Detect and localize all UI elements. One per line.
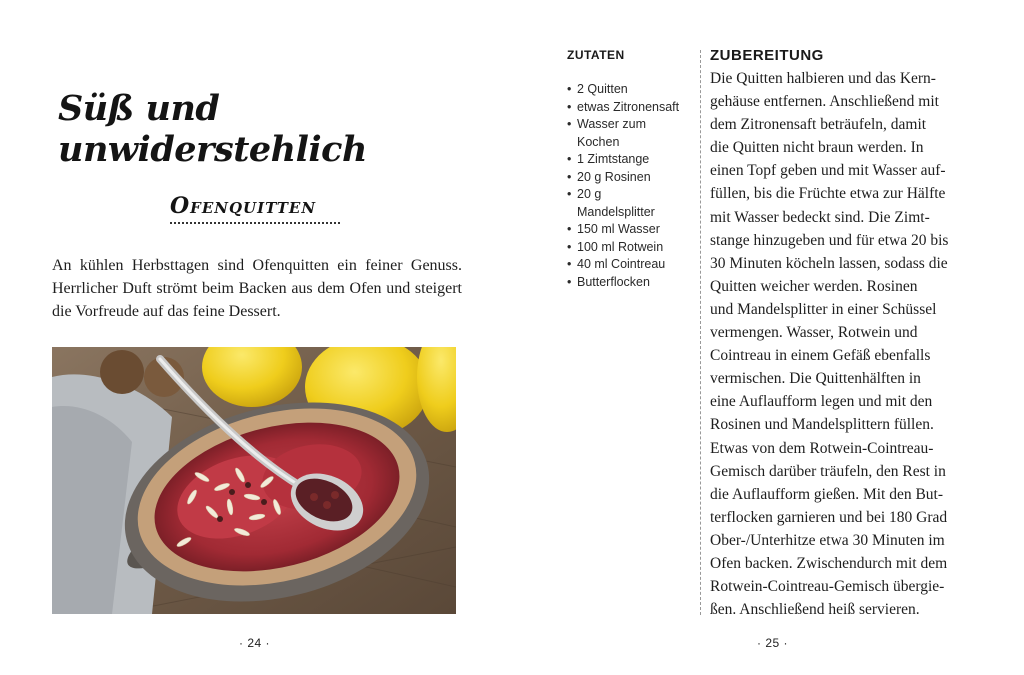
- preparation-line: Rotwein-Cointreau-Gemisch übergie-: [710, 578, 945, 596]
- ingredients-list: [567, 81, 682, 291]
- ingredient-item: • 100 ml Rotwein: [567, 239, 682, 257]
- preparation-line: einen Topf geben und mit Wasser auf-: [710, 162, 946, 180]
- preparation-line: Cointreau in einem Gefäß ebenfalls: [710, 347, 931, 365]
- ingredient-item: • 2 Quitten: [567, 81, 682, 99]
- preparation-line: vermengen. Wasser, Rotwein und: [710, 324, 918, 342]
- recipe-title-underline: [170, 222, 340, 224]
- page-number-right: · 25 ·: [757, 636, 789, 650]
- recipe-photo: [52, 347, 456, 614]
- preparation-line: Rosinen und Mandelsplittern füllen.: [710, 416, 934, 434]
- preparation-line: vermischen. Die Quittenhälften in: [710, 370, 921, 388]
- ingredient-item: • 20 g Mandelsplitter: [567, 186, 682, 221]
- ingredient-item: • 40 ml Cointreau: [567, 256, 682, 274]
- ingredient-item: • 20 g Rosinen: [567, 169, 682, 187]
- preparation-line: mit Wasser bedeckt sind. Die Zimt-: [710, 208, 930, 226]
- preparation-line: eine Auflaufform legen und mit den: [710, 393, 933, 411]
- preparation-line: stange hinzugeben und für etwa 20 bis: [710, 231, 949, 249]
- preparation-line: dem Zitronensaft beträufeln, damit: [710, 116, 927, 134]
- ingredient-item: • Wasser zum Kochen: [567, 116, 682, 151]
- preparation-line: und Mandelsplitter in einer Schüssel: [710, 300, 937, 318]
- preparation-line: terflocken garnieren und bei 180 Grad: [710, 508, 948, 526]
- preparation-text: [710, 67, 978, 621]
- preparation-heading: ZUBEREITUNG: [710, 47, 824, 64]
- preparation-line: die Auflaufform gießen. Mit den But-: [710, 485, 944, 503]
- preparation-line: Quitten weicher werden. Rosinen: [710, 277, 918, 295]
- page-title: Süß und unwiderstehlich: [58, 88, 367, 170]
- preparation-line: Gemisch darüber träufeln, den Rest in: [710, 462, 946, 480]
- ingredient-item: • 150 ml Wasser: [567, 221, 682, 239]
- ingredient-item: • Butterflocken: [567, 274, 682, 292]
- column-divider: [700, 50, 701, 615]
- preparation-line: die Quitten nicht braun werden. In: [710, 139, 924, 157]
- ingredients-heading: ZUTATEN: [567, 48, 625, 62]
- preparation-line: Die Quitten halbieren und das Kern-: [710, 70, 936, 87]
- preparation-line: gehäuse entfernen. Anschließend mit: [710, 93, 939, 111]
- preparation-line: füllen, bis die Früchte etwa zur Hälfte: [710, 185, 946, 203]
- page-number-left: · 24 ·: [239, 636, 271, 650]
- preparation-line: 30 Minuten köcheln lassen, sodass die: [710, 254, 948, 272]
- right-page: [512, 0, 1024, 675]
- ingredient-item: • etwas Zitronensaft: [567, 99, 682, 117]
- preparation-line: Ofen backen. Zwischendurch mit dem: [710, 554, 948, 572]
- preparation-line: Ober-/Unterhitze etwa 30 Minuten im: [710, 531, 945, 549]
- ingredient-item: • 1 Zimtstange: [567, 151, 682, 169]
- intro-paragraph: An kühlen Herbsttagen sind Ofenquitten ein feiner Genuss. Herrlicher Duft strömt beim Backen aus dem Ofen und steigert die Vorfreude auf das feine Dessert.: [52, 257, 462, 320]
- preparation-line: ßen. Anschließend heiß servieren.: [710, 601, 920, 619]
- recipe-title: Ofenquitten: [170, 193, 317, 219]
- preparation-line: Etwas von dem Rotwein-Cointreau-: [710, 439, 934, 457]
